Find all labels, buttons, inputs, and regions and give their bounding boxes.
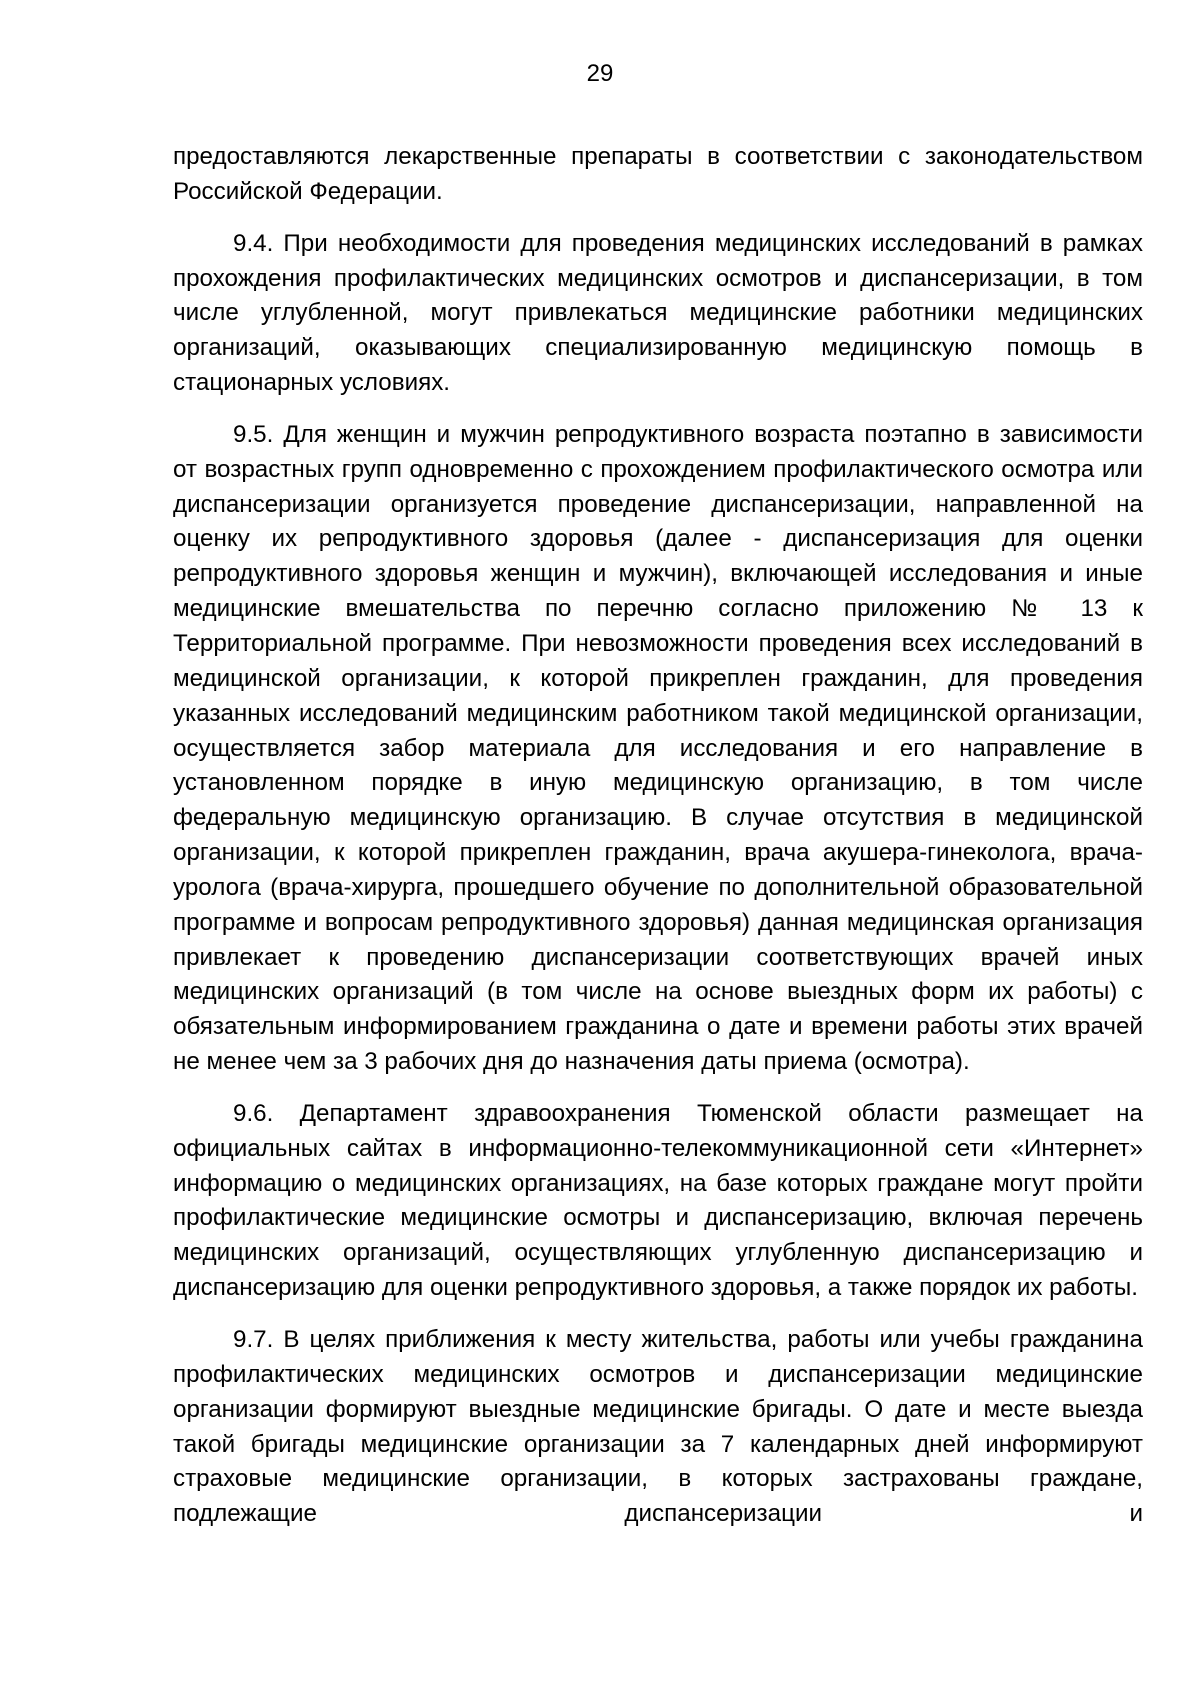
document-body xyxy=(173,140,1143,1532)
paragraph-9-4: 9.4. При необходимости для проведения медицинских исследований в рамках прохождения профилактических медицинских осмотров и диспансеризации, в том числе углубленной, могут привлекаться медицинские работники медицинских организаций, оказывающих специализированную медицинскую помощь в стационарных условиях. xyxy=(173,229,1143,397)
paragraph-9-5: 9.5. Для женщин и мужчин репродуктивного возраста поэтапно в зависимости от возрастных групп одновременно с прохождением профилактического осмотра или диспансеризации организуется проведение диспансеризации, направленной на оценку их репродуктивного здоровья (далее - диспансеризация для оценки репродуктивного здоровья женщин и мужчин), включающей исследования и иные медицинские вмешательства по перечню согласно приложению № 13 к Территориальной программе. При невозможности проведения всех исследований в медицинской организации, к которой прикреплен гражданин, для проведения указанных исследований медицинским работником такой медицинской организации, осуществляется забор материала для исследования и его направление в установленном порядке в иную медицинскую организацию, в том числе федеральную медицинскую организацию. В случае отсутствия в медицинской организации, к которой прикреплен гражданин, врача акушера-гинеколога, врача-уролога (врача-хирурга, прошедшего обучение по дополнительной образовательной программе и вопросам репродуктивного здоровья) данная медицинская организация привлекает к проведению диспансеризации соответствующих врачей иных медицинских организаций (в том числе на основе выездных форм их работы) с обязательным информированием гражданина о дате и времени работы этих врачей не менее чем за 3 рабочих дня до назначения даты приема (осмотра). xyxy=(173,420,1143,1076)
paragraph-9-7: 9.7. В целях приближения к месту жительства, работы или учебы гражданина профилактических медицинских осмотров и диспансеризации медицинские организации формируют выездные медицинские бригады. О дате и месте выезда такой бригады медицинские организации за 7 календарных дней информируют страховые медицинские организации, в которых застрахованы граждане, подлежащие диспансеризации и xyxy=(173,1326,1143,1528)
paragraph-9-6: 9.6. Департамент здравоохранения Тюменской области размещает на официальных сайтах в информационно-телекоммуникационной сети «Интернет» информацию о медицинских организациях, на базе которых граждане могут пройти профилактические медицинские осмотры и диспансеризацию, включая перечень медицинских организаций, осуществляющих углубленную диспансеризацию и диспансеризацию для оценки репродуктивного здоровья, а также порядок их работы. xyxy=(173,1099,1143,1302)
paragraph-continuation: предоставляются лекарственные препараты в соответствии с законодательством Российской Федерации. xyxy=(173,143,1143,205)
page-number: 29 xyxy=(586,60,614,87)
